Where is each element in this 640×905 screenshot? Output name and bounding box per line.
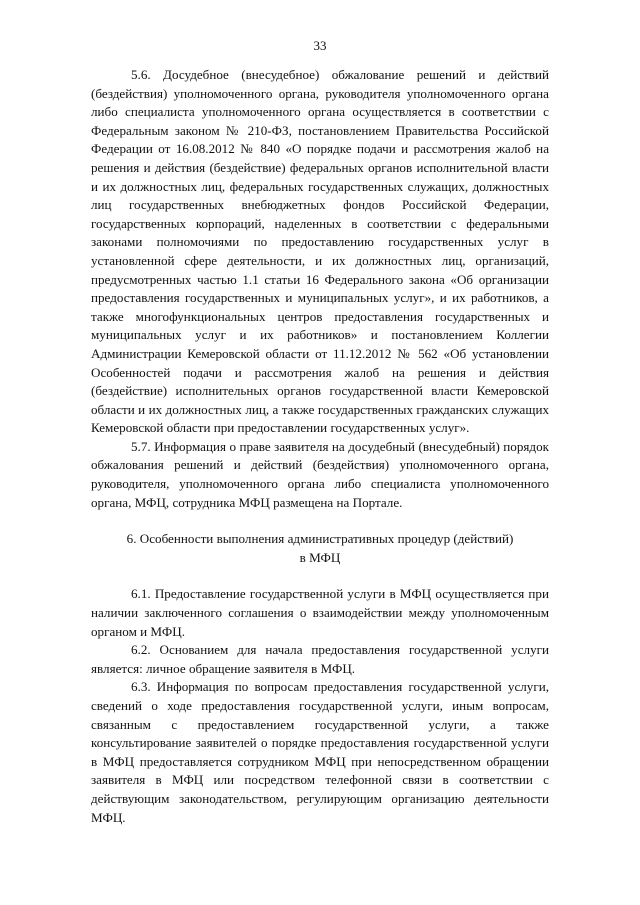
paragraph-5-6: 5.6. Досудебное (внесудебное) обжалование решений и действий (бездействия) уполномоченного органа, руководителя уполномоченного органа либо специалиста уполномоченного органа осуществляется в соответствии с Федеральным законом № 210-ФЗ, постановлением Правительства Российской Федерации от 16.08.2012 № 840 «О порядке подачи и рассмотрения жалоб на решения и действия (бездействие) федеральных органов исполнительной власти и их должностных лиц, федеральных государственных служащих, должностных лиц государственных внебюджетных фондов Российской Федерации, государственных корпораций, наделенных в соответствии с федеральными законами полномочиями по предоставлению государственных услуг в установленной сфере деятельности, и их должностных лиц, организаций, предусмотренных частью 1.1 статьи 16 Федерального закона «Об организации предоставления государственных и муниципальных услуг», и их работников, а также многофункциональных центров предоставления государственных и муниципальных услуг и их работников» и постановлением Коллегии Администрации Кемеровской области от 11.12.2012 № 562 «Об установлении Особенностей подачи и рассмотрения жалоб на решения и действия (бездействие) исполнительных органов государственной власти Кемеровской области и их должностных лиц, а также государственных гражданских служащих Кемеровской области при предоставлении государственных услуг». bbox=[91, 67, 549, 436]
paragraph-6-2: 6.2. Основанием для начала предоставления государственной услуги является: личное обращение заявителя в МФЦ. bbox=[91, 642, 549, 676]
paragraph-5-7: 5.7. Информация о праве заявителя на досудебный (внесудебный) порядок обжалования решений и действий (бездействия) уполномоченного органа, руководителя, уполномоченного органа либо специалиста уполномоченного органа, МФЦ, сотрудника МФЦ размещена на Портале. bbox=[91, 438, 549, 510]
document-body bbox=[91, 66, 549, 827]
section-heading bbox=[91, 530, 549, 567]
paragraph-6-3: 6.3. Информация по вопросам предоставления государственной услуги, сведений о ходе предоставления государственной услуги, иным вопросам, связанным с предоставлением государственной услуги, а также консультирование заявителей о порядке предоставления государственной услуги в МФЦ предоставляется сотрудником МФЦ при непосредственном обращении заявителя в МФЦ или посредством телефонной связи в соответствии с действующим законодательством, регулирующим организацию деятельности МФЦ. bbox=[91, 679, 549, 825]
page-number: 33 bbox=[313, 38, 327, 53]
section-heading-line-1: 6. Особенности выполнения административных процедур (действий) bbox=[126, 531, 514, 547]
section-heading-line-2: в МФЦ bbox=[299, 549, 341, 565]
paragraph-6-1: 6.1. Предоставление государственной услуги в МФЦ осуществляется при наличии заключенного соглашения о взаимодействии между уполномоченным органом и МФЦ. bbox=[91, 586, 549, 639]
